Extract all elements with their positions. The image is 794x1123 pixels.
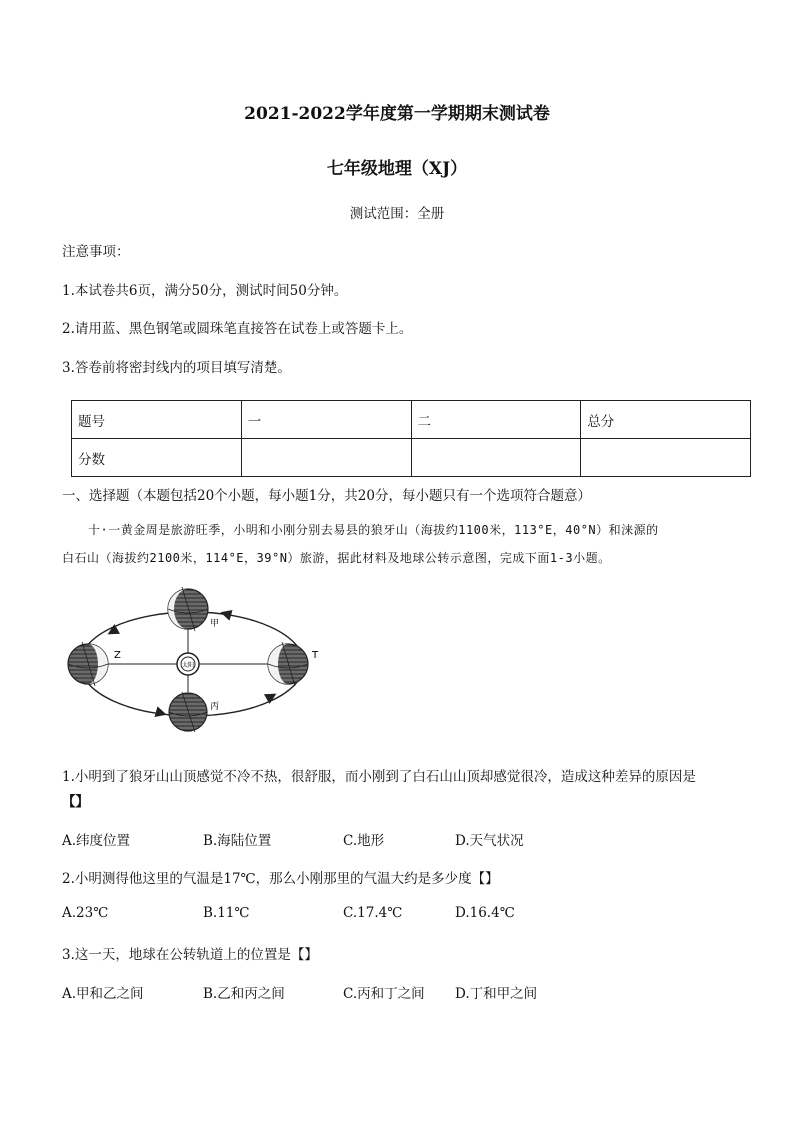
exam-scope: 测试范围：全册 (349, 206, 445, 222)
label-jia: 甲 (210, 619, 220, 629)
section1-heading: 一、选择题（本题包括20个小题，每小题1分，共20分，每小题只有一个选项符合题意） (62, 488, 591, 504)
score-cell-total[interactable] (581, 439, 751, 477)
question-1-option-a[interactable]: A.纬度位置 (62, 833, 131, 849)
label-bing: 丙 (210, 702, 220, 712)
question-1-stem: 1.小明到了狼牙山山顶感觉不冷不热，很舒服，而小刚到了白石山山顶却感觉很冷，造成这种差异的原因是 (62, 769, 696, 785)
question-1-option-b[interactable]: B.海陆位置 (203, 833, 272, 849)
sun-label: 太阳 (181, 662, 195, 669)
earth-bottom-icon (169, 692, 207, 732)
question-2-option-d[interactable]: D.16.4℃ (455, 905, 515, 921)
intro-line-1: 十·一黄金周是旅游旺季，小明和小刚分别去易县的狼牙山（海拔约1100米，113°E，40°N）和涞源的 (88, 523, 659, 537)
question-1-option-c[interactable]: C.地形 (343, 833, 385, 849)
earth-top-icon (168, 587, 208, 631)
earth-revolution-diagram (62, 584, 332, 734)
question-2-option-c[interactable]: C.17.4℃ (343, 905, 403, 921)
score-row-label: 分数 (72, 439, 242, 477)
label-t: T (312, 650, 319, 661)
question-1-option-d[interactable]: D.天气状况 (455, 833, 524, 849)
note-item-2: 2.请用蓝、黑色钢笔或圆珠笔直接答在试卷上或答题卡上。 (62, 321, 413, 337)
orbit-arrow (267, 695, 274, 699)
score-header-cell: 二 (411, 401, 581, 439)
score-table-header-row (72, 401, 751, 439)
question-2-option-a[interactable]: A.23℃ (62, 905, 109, 921)
earth-right-icon (268, 642, 308, 686)
score-header-cell: 题号 (72, 401, 242, 439)
question-1-bracket: 【】 (62, 794, 89, 810)
score-header-cell: 一 (241, 401, 411, 439)
score-table (71, 400, 751, 477)
question-2-option-b[interactable]: B.11℃ (203, 905, 250, 921)
note-item-1: 1.本试卷共6页，满分50分，测试时间50分钟。 (62, 283, 348, 299)
score-table-score-row (72, 439, 751, 477)
intro-line-2: 白石山（海拔约2100米，114°E，39°N）旅游，据此材料及地球公转示意图，完成下面1-3小题。 (62, 551, 611, 565)
notes-heading: 注意事项： (62, 244, 130, 260)
question-3-option-d[interactable]: D.丁和甲之间 (455, 986, 538, 1002)
question-3-option-a[interactable]: A.甲和乙之间 (62, 986, 144, 1002)
score-cell-section1[interactable] (241, 439, 411, 477)
score-header-cell: 总分 (581, 401, 751, 439)
exam-title: 2021-2022学年度第一学期期末测试卷 (244, 104, 550, 124)
question-2-stem: 2.小明测得他这里的气温是17℃，那么小刚那里的气温大约是多少度【】 (62, 871, 499, 887)
earth-left-icon (68, 642, 108, 686)
question-3-option-c[interactable]: C.丙和丁之间 (343, 986, 425, 1002)
label-z: Z (114, 650, 121, 661)
note-item-3: 3.答卷前将密封线内的项目填写清楚。 (62, 360, 291, 376)
exam-subtitle: 七年级地理（XJ） (326, 159, 468, 179)
orbit-arrow (110, 629, 117, 633)
question-3-stem: 3.这一天，地球在公转轨道上的位置是【】 (62, 947, 318, 963)
score-cell-section2[interactable] (411, 439, 581, 477)
section1-intro (62, 516, 742, 572)
question-3-option-b[interactable]: B.乙和丙之间 (203, 986, 285, 1002)
